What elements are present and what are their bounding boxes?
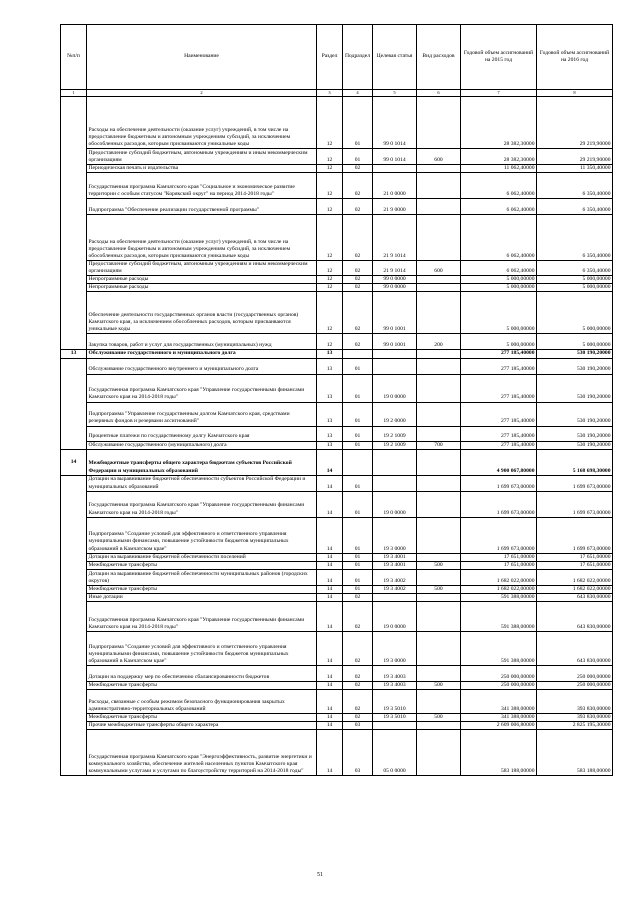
row-section: 12: [317, 292, 343, 334]
row-amount-2016: 17 651,00000: [537, 553, 613, 561]
row-amount-2015: 17 651,00000: [461, 561, 537, 569]
column-index: 2: [87, 90, 317, 97]
row-expense-type: [417, 569, 461, 585]
row-amount-2016: 5 000,00000: [537, 284, 613, 292]
row-amount-2015: 341 388,00000: [461, 714, 537, 722]
row-section: 14: [317, 666, 343, 682]
row-expense-type: [417, 165, 461, 173]
row-target-article: 99 0 0000: [373, 276, 417, 284]
row-amount-2015: 5 000,00000: [461, 292, 537, 334]
table-header-row: [61, 25, 613, 90]
table-row: [61, 284, 613, 292]
table-row: [61, 165, 613, 173]
row-expense-type: [417, 475, 461, 491]
table-row: [61, 374, 613, 402]
row-subsection: 01: [343, 585, 373, 593]
row-amount-2016: 5 000,00000: [537, 292, 613, 334]
row-expense-type: 600: [417, 261, 461, 276]
row-amount-2015: 5 000,00000: [461, 284, 537, 292]
table-row: [61, 334, 613, 350]
table-row: [61, 690, 613, 714]
row-amount-2016: 643 830,00000: [537, 593, 613, 601]
row-expense-type: [417, 517, 461, 553]
row-target-article: 99 0 1014: [373, 149, 417, 165]
row-name: Государственная программа Камчатского края "Социальное и экономическое развитие территории с особым статусом "Корякский округ" на период 2014-2018 годы": [87, 173, 317, 199]
row-amount-2015: 277 185,40000: [461, 358, 537, 374]
row-section: 14: [317, 585, 343, 593]
row-amount-2016: 530 190,20000: [537, 426, 613, 441]
row-expense-type: [417, 199, 461, 215]
row-name: Иные дотации: [87, 593, 317, 601]
row-section: 13: [317, 374, 343, 402]
row-number-empty: [61, 97, 87, 350]
row-expense-type: [417, 173, 461, 199]
row-subsection: 02: [343, 173, 373, 199]
row-target-article: 19 2 0000: [373, 402, 417, 426]
row-name: Государственная программа Камчатского края "Энергоэффективность, развитие энергетики и коммунального хозяйства, обеспечение жителей населенных пунктов Камчатского края коммунальными услугами и услугами по благоустройству территорий на 2014-2018 годы": [87, 730, 317, 776]
row-target-article: [373, 475, 417, 491]
row-subsection: 02: [343, 714, 373, 722]
row-amount-2016: 1 699 673,00000: [537, 491, 613, 517]
row-target-article: [373, 350, 417, 358]
row-amount-2016: 5 000,00000: [537, 334, 613, 350]
row-subsection: 02: [343, 215, 373, 261]
row-expense-type: [417, 97, 461, 149]
row-target-article: 19 3 0000: [373, 517, 417, 553]
row-amount-2016: 583 188,00000: [537, 730, 613, 776]
column-index: 7: [461, 90, 537, 97]
row-amount-2015: 277 185,40000: [461, 402, 537, 426]
document-page: [60, 24, 612, 776]
row-expense-type: [417, 666, 461, 682]
row-amount-2016: 2 825 195,30000: [537, 722, 613, 730]
row-amount-2015: 4 900 067,80000: [461, 449, 537, 475]
row-amount-2015: 277 185,40000: [461, 426, 537, 441]
column-index: 1: [61, 90, 87, 97]
table-row: [61, 441, 613, 449]
table-row: [61, 350, 613, 358]
table-row: [61, 358, 613, 374]
row-name: Расходы на обеспечение деятельности (оказание услуг) учреждений, в том числе на предоставление бюджетным и автономным учреждениям субсидий, за исключением обособленных расходов, которым присваиваются уникальные коды: [87, 97, 317, 149]
row-section: 14: [317, 491, 343, 517]
row-target-article: 19 0 0000: [373, 374, 417, 402]
row-expense-type: [417, 553, 461, 561]
row-expense-type: [417, 402, 461, 426]
row-amount-2015: 277 185,40000: [461, 441, 537, 449]
row-subsection: 02: [343, 292, 373, 334]
row-amount-2015: 277 185,40000: [461, 374, 537, 402]
row-subsection: 01: [343, 561, 373, 569]
table-row: [61, 215, 613, 261]
row-amount-2016: 393 830,00000: [537, 714, 613, 722]
row-section: 12: [317, 215, 343, 261]
row-expense-type: 500: [417, 714, 461, 722]
row-amount-2016: 530 190,20000: [537, 350, 613, 358]
row-section: 12: [317, 261, 343, 276]
row-name: Закупка товаров, работ и услуг для государственных (муниципальных) нужд: [87, 334, 317, 350]
row-subsection: 02: [343, 690, 373, 714]
row-target-article: 19 3 4003: [373, 666, 417, 682]
table-row: [61, 475, 613, 491]
row-name: Обслуживание государственного внутреннего и муниципального долга: [87, 358, 317, 374]
table-row: [61, 449, 613, 475]
row-subsection: 01: [343, 441, 373, 449]
budget-table: [60, 24, 613, 776]
header-name: Наименование: [87, 25, 317, 90]
row-subsection: 02: [343, 682, 373, 690]
row-subsection: 02: [343, 284, 373, 292]
row-amount-2016: 1 682 022,00000: [537, 585, 613, 593]
row-section: 14: [317, 714, 343, 722]
row-amount-2015: 1 682 022,00000: [461, 585, 537, 593]
header-amount-2015: Годовой объем ассигнований на 2015 год: [461, 25, 537, 90]
row-section: 12: [317, 284, 343, 292]
row-name: Государственная программа Камчатского края "Управление государственными финансами Камчатского края на 2014-2018 годы": [87, 374, 317, 402]
row-name: Дотации на поддержку мер по обеспечению сбалансированности бюджетов: [87, 666, 317, 682]
table-row: [61, 722, 613, 730]
row-amount-2016: 5 168 698,30000: [537, 449, 613, 475]
row-section: 13: [317, 402, 343, 426]
row-name: Расходы на обеспечение деятельности (оказание услуг) учреждений, в том числе на предоставление бюджетным и автономным учреждениям субсидий, за исключением обособленных расходов, которым присваиваются уникальные коды: [87, 215, 317, 261]
row-amount-2016: 29 219,90000: [537, 149, 613, 165]
row-name: Непрограммные расходы: [87, 276, 317, 284]
row-section: 12: [317, 97, 343, 149]
row-name: Подпрограмма "Создание условий для эффективного и ответственного управления муниципальными финансами, повышение устойчивости бюджетов муниципальных образований в Камчатском крае": [87, 517, 317, 553]
row-amount-2016: 530 190,20000: [537, 358, 613, 374]
row-expense-type: [417, 374, 461, 402]
row-expense-type: [417, 690, 461, 714]
row-amount-2015: 6 062,40000: [461, 261, 537, 276]
row-section: 14: [317, 517, 343, 553]
row-amount-2015: 28 382,30000: [461, 97, 537, 149]
row-amount-2015: 6 062,40000: [461, 199, 537, 215]
table-row: [61, 276, 613, 284]
row-section: 14: [317, 690, 343, 714]
table-row: [61, 553, 613, 561]
header-amount-2016: Годовой объем ассигнований на 2016 год: [537, 25, 613, 90]
column-index: 8: [537, 90, 613, 97]
row-section: 14: [317, 632, 343, 666]
table-row: [61, 585, 613, 593]
row-target-article: 19 3 4002: [373, 569, 417, 585]
table-row: [61, 682, 613, 690]
row-amount-2015: 591 388,00000: [461, 632, 537, 666]
row-amount-2016: 17 651,00000: [537, 561, 613, 569]
row-expense-type: 600: [417, 149, 461, 165]
row-name: Прочие межбюджетные трансферты общего характера: [87, 722, 317, 730]
row-name: Межбюджетные трансферты: [87, 585, 317, 593]
row-name: Непрограммные расходы: [87, 284, 317, 292]
row-section: 14: [317, 593, 343, 601]
row-name: Предоставление субсидий бюджетным, автономным учреждениям и иным некоммерческим организациям: [87, 149, 317, 165]
row-expense-type: [417, 276, 461, 284]
row-name: Обслуживание государственного и муниципального долга: [87, 350, 317, 358]
row-expense-type: 200: [417, 334, 461, 350]
row-amount-2015: 341 388,00000: [461, 690, 537, 714]
table-row: [61, 292, 613, 334]
row-amount-2015: 1 699 673,00000: [461, 491, 537, 517]
row-amount-2016: 6 350,40000: [537, 215, 613, 261]
row-target-article: 19 3 5010: [373, 714, 417, 722]
row-expense-type: [417, 292, 461, 334]
row-target-article: 19 3 4002: [373, 585, 417, 593]
row-subsection: 02: [343, 334, 373, 350]
row-section: 14: [317, 561, 343, 569]
row-amount-2016: 250 000,00000: [537, 682, 613, 690]
row-amount-2016: 1 682 022,00000: [537, 569, 613, 585]
table-row: [61, 569, 613, 585]
column-index: 5: [373, 90, 417, 97]
row-name: Дотации на выравнивание бюджетной обеспеченности муниципальных районов (городских округов): [87, 569, 317, 585]
row-expense-type: 500: [417, 561, 461, 569]
row-amount-2015: 250 000,00000: [461, 666, 537, 682]
row-section: 14: [317, 553, 343, 561]
row-section: 13: [317, 358, 343, 374]
row-name: Дотации на выравнивание бюджетной обеспеченности субъектов Российской Федерации и муниципальных образований: [87, 475, 317, 491]
row-section: 14: [317, 730, 343, 776]
row-name: Подпрограмма "Создание условий для эффективного и ответственного управления муниципальными финансами, повышение устойчивости бюджетов муниципальных образований в Камчатском крае": [87, 632, 317, 666]
table-row: [61, 517, 613, 553]
row-amount-2015: 11 062,40000: [461, 165, 537, 173]
row-amount-2015: 277 185,40000: [461, 350, 537, 358]
row-subsection: 01: [343, 402, 373, 426]
row-name: Предоставление субсидий бюджетным, автономным учреждениям и иным некоммерческим организациям: [87, 261, 317, 276]
row-expense-type: [417, 358, 461, 374]
row-number-empty: [61, 358, 87, 449]
header-number: №п/п: [61, 25, 87, 90]
row-target-article: 19 0 0000: [373, 602, 417, 632]
header-section: Раздел: [317, 25, 343, 90]
row-subsection: 02: [343, 276, 373, 284]
row-name: Процентные платежи по государственному долгу Камчатского края: [87, 426, 317, 441]
row-subsection: 01: [343, 569, 373, 585]
row-expense-type: [417, 284, 461, 292]
row-section: 12: [317, 173, 343, 199]
row-target-article: 19 3 4001: [373, 561, 417, 569]
row-amount-2015: 2 609 006,80000: [461, 722, 537, 730]
row-expense-type: [417, 602, 461, 632]
row-subsection: 02: [343, 261, 373, 276]
row-amount-2016: 393 830,00000: [537, 690, 613, 714]
row-amount-2016: 530 190,20000: [537, 374, 613, 402]
row-target-article: 21 0 0000: [373, 173, 417, 199]
row-amount-2015: 5 000,00000: [461, 334, 537, 350]
row-subsection: 01: [343, 517, 373, 553]
row-target-article: [373, 593, 417, 601]
row-amount-2015: 1 682 022,00000: [461, 569, 537, 585]
row-amount-2016: 6 350,40000: [537, 173, 613, 199]
row-name: Межбюджетные трансферты: [87, 561, 317, 569]
row-expense-type: [417, 449, 461, 475]
column-index: 4: [343, 90, 373, 97]
row-amount-2016: 643 830,00000: [537, 632, 613, 666]
row-target-article: 21 9 0000: [373, 199, 417, 215]
row-expense-type: 700: [417, 441, 461, 449]
row-name: Обслуживание государственного (муниципального) долга: [87, 441, 317, 449]
row-subsection: 01: [343, 97, 373, 149]
row-amount-2015: 28 382,30000: [461, 149, 537, 165]
table-row: [61, 714, 613, 722]
column-index-row: [61, 90, 613, 97]
row-expense-type: [417, 426, 461, 441]
row-subsection: 01: [343, 475, 373, 491]
row-amount-2015: 17 651,00000: [461, 553, 537, 561]
row-amount-2016: 6 350,40000: [537, 261, 613, 276]
row-amount-2015: 1 699 673,00000: [461, 475, 537, 491]
row-target-article: [373, 358, 417, 374]
row-target-article: 99 0 1014: [373, 97, 417, 149]
row-name: Межбюджетные трансферты общего характера бюджетам субъектов Российской Федерации и муниципальных образований: [87, 449, 317, 475]
row-target-article: 19 2 1009: [373, 441, 417, 449]
row-expense-type: [417, 491, 461, 517]
table-row: [61, 97, 613, 149]
header-target-article: Целевая статья: [373, 25, 417, 90]
row-amount-2015: 591 388,00000: [461, 593, 537, 601]
header-subsection: Подраздел: [343, 25, 373, 90]
row-target-article: 19 2 1009: [373, 426, 417, 441]
row-subsection: 02: [343, 666, 373, 682]
row-section: 12: [317, 149, 343, 165]
row-section: 14: [317, 722, 343, 730]
row-target-article: [373, 722, 417, 730]
row-amount-2016: 1 699 673,00000: [537, 517, 613, 553]
row-section: 14: [317, 569, 343, 585]
table-row: [61, 561, 613, 569]
row-expense-type: 500: [417, 682, 461, 690]
row-expense-type: [417, 632, 461, 666]
row-section: 13: [317, 426, 343, 441]
row-section: 12: [317, 199, 343, 215]
row-number: 14: [61, 449, 87, 475]
row-expense-type: [417, 215, 461, 261]
row-amount-2015: 250 000,00000: [461, 682, 537, 690]
row-target-article: 99 0 0000: [373, 284, 417, 292]
row-name: Подпрограмма "Управление государственным долгом Камчатского края, средствами резервных фондов и резервами ассигнований": [87, 402, 317, 426]
row-target-article: 99 0 1001: [373, 334, 417, 350]
table-row: [61, 261, 613, 276]
row-amount-2015: 583 188,00000: [461, 730, 537, 776]
row-subsection: 02: [343, 199, 373, 215]
row-section: 12: [317, 334, 343, 350]
row-name: Государственная программа Камчатского края "Управление государственными финансами Камчатского края на 2014-2018 годы": [87, 491, 317, 517]
row-subsection: 03: [343, 730, 373, 776]
row-target-article: 19 3 0000: [373, 632, 417, 666]
table-row: [61, 666, 613, 682]
row-section: 13: [317, 350, 343, 358]
row-subsection: 02: [343, 593, 373, 601]
row-target-article: 21 9 1014: [373, 261, 417, 276]
row-name: Подпрограмма "Обеспечение реализации государственной программы": [87, 199, 317, 215]
row-name: Расходы, связанные с особым режимом безопасного функционирования закрытых административно-территориальных образований: [87, 690, 317, 714]
table-row: [61, 491, 613, 517]
row-subsection: 02: [343, 632, 373, 666]
row-amount-2016: 11 350,40000: [537, 165, 613, 173]
row-section: 13: [317, 441, 343, 449]
table-row: [61, 173, 613, 199]
page-number: 51: [317, 872, 323, 878]
row-name: Периодическая печать и издательства: [87, 165, 317, 173]
row-section: 12: [317, 276, 343, 284]
row-subsection: 01: [343, 553, 373, 561]
row-subsection: 01: [343, 426, 373, 441]
table-row: [61, 593, 613, 601]
row-subsection: 02: [343, 165, 373, 173]
row-subsection: 01: [343, 374, 373, 402]
row-amount-2016: 6 350,40000: [537, 199, 613, 215]
row-expense-type: [417, 350, 461, 358]
table-row: [61, 632, 613, 666]
row-name: Дотации на выравнивание бюджетной обеспеченности поселений: [87, 553, 317, 561]
row-amount-2015: 6 062,40000: [461, 215, 537, 261]
table-row: [61, 149, 613, 165]
row-target-article: 21 9 1014: [373, 215, 417, 261]
row-amount-2016: 5 000,00000: [537, 276, 613, 284]
table-row: [61, 426, 613, 441]
row-amount-2015: 591 388,00000: [461, 602, 537, 632]
row-section: 14: [317, 682, 343, 690]
row-target-article: 99 0 1001: [373, 292, 417, 334]
row-target-article: 19 3 4001: [373, 553, 417, 561]
row-target-article: 19 3 5010: [373, 690, 417, 714]
row-target-article: 19 0 0000: [373, 491, 417, 517]
column-index: 3: [317, 90, 343, 97]
row-number-empty: [61, 475, 87, 776]
row-amount-2016: 530 190,20000: [537, 402, 613, 426]
row-expense-type: 500: [417, 585, 461, 593]
row-name: Межбюджетные трансферты: [87, 682, 317, 690]
header-expense-type: Вид расходов: [417, 25, 461, 90]
row-name: Обеспечение деятельности государственных органов власти (государственных органов) Камчатского края, за исключением обособленных расходов, которым присваиваются уникальные коды: [87, 292, 317, 334]
row-amount-2015: 1 699 673,00000: [461, 517, 537, 553]
row-subsection: [343, 449, 373, 475]
row-section: 12: [317, 165, 343, 173]
row-section: 14: [317, 602, 343, 632]
row-section: 14: [317, 449, 343, 475]
row-target-article: 05 0 0000: [373, 730, 417, 776]
row-amount-2016: 1 699 673,00000: [537, 475, 613, 491]
row-target-article: 19 3 4003: [373, 682, 417, 690]
table-row: [61, 602, 613, 632]
row-number: 13: [61, 350, 87, 358]
row-section: 14: [317, 475, 343, 491]
table-body: [61, 97, 613, 776]
column-index: 6: [417, 90, 461, 97]
row-subsection: 03: [343, 722, 373, 730]
table-row: [61, 199, 613, 215]
row-amount-2016: 29 219,90000: [537, 97, 613, 149]
row-subsection: 01: [343, 491, 373, 517]
row-subsection: [343, 350, 373, 358]
row-expense-type: [417, 722, 461, 730]
row-subsection: 01: [343, 149, 373, 165]
row-expense-type: [417, 593, 461, 601]
row-amount-2016: 250 000,00000: [537, 666, 613, 682]
row-amount-2016: 530 190,20000: [537, 441, 613, 449]
row-target-article: [373, 165, 417, 173]
row-expense-type: [417, 730, 461, 776]
row-subsection: 02: [343, 602, 373, 632]
row-name: Межбюджетные трансферты: [87, 714, 317, 722]
table-row: [61, 730, 613, 776]
table-row: [61, 402, 613, 426]
row-amount-2015: 5 000,00000: [461, 276, 537, 284]
row-amount-2016: 643 830,00000: [537, 602, 613, 632]
row-name: Государственная программа Камчатского края "Управление государственными финансами Камчатского края на 2014-2018 годы": [87, 602, 317, 632]
row-target-article: [373, 449, 417, 475]
row-amount-2015: 6 062,40000: [461, 173, 537, 199]
row-subsection: 01: [343, 358, 373, 374]
